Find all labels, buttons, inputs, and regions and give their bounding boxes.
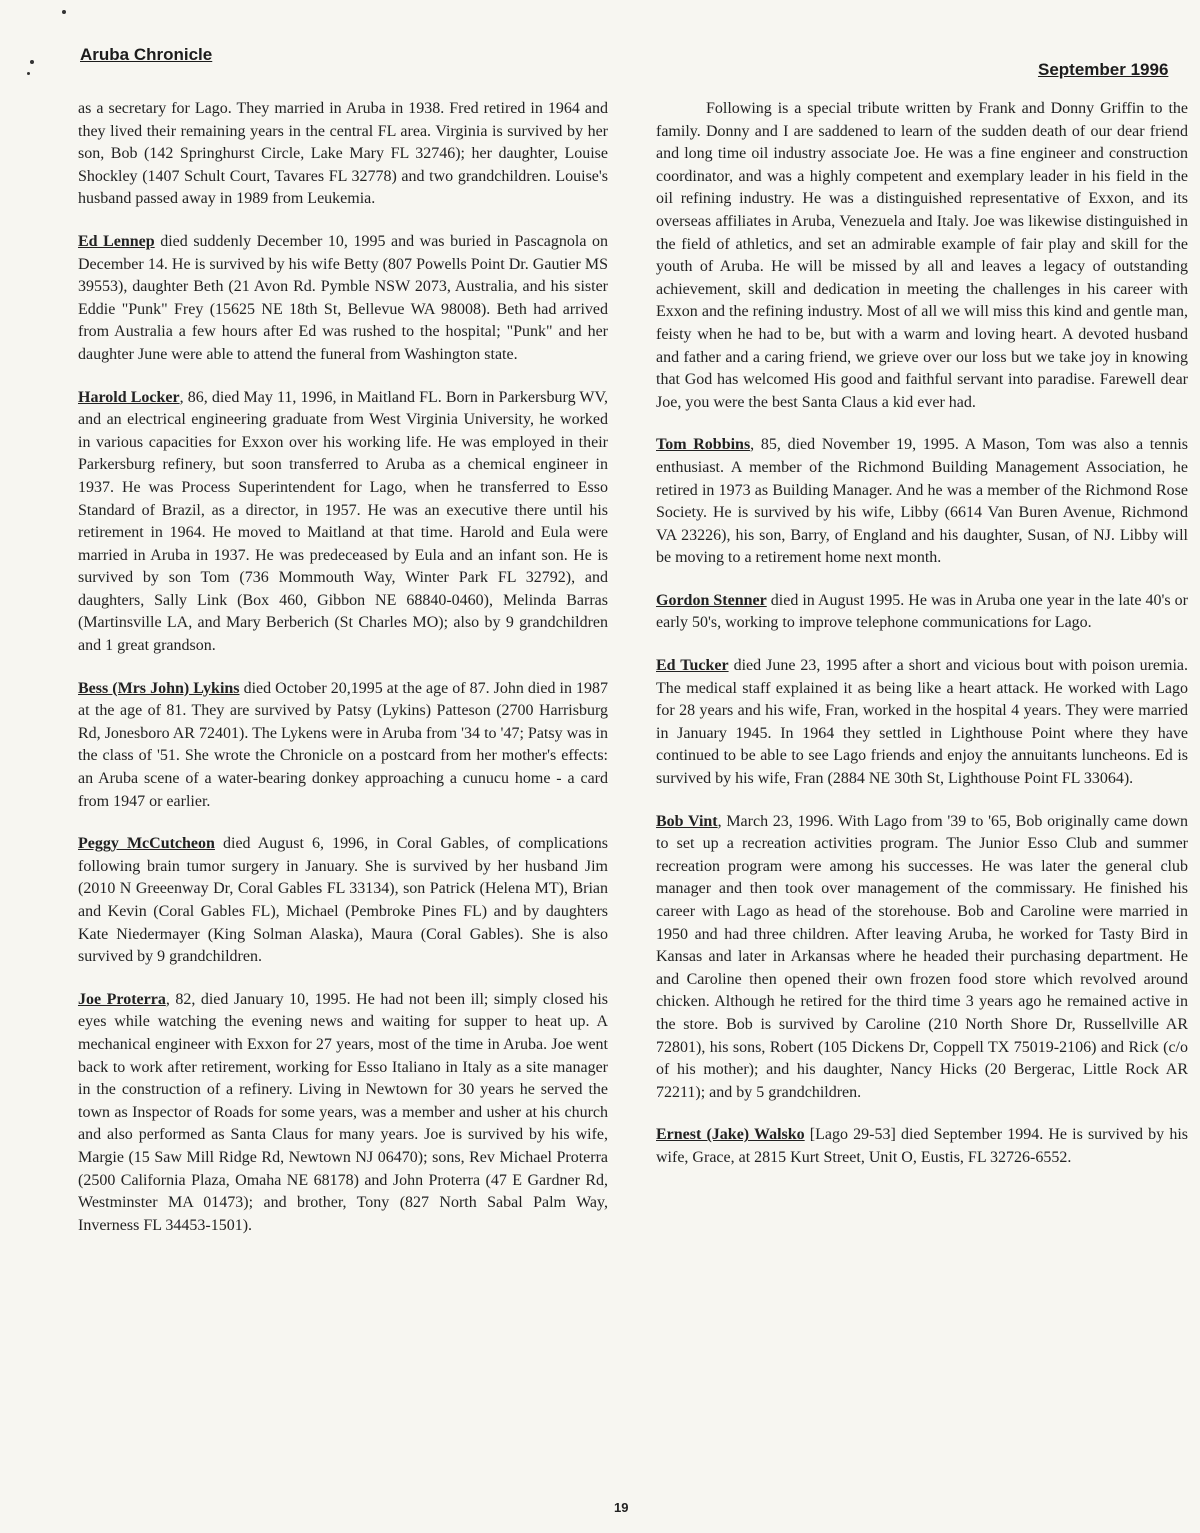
obituary-entry [656, 590, 1188, 635]
obituary-name: Bob Vint [656, 812, 718, 830]
obituary-entry [656, 655, 1188, 791]
obituary-text: , 85, died November 19, 1995. A Mason, Tom was also a tennis enthusiast. A member of the Richmond Building Management Association, he retired in 1973 as Building Manager. And he was a member of the Richmond Rose Society. He is survived by his wife, Libby (6614 Van Buren Avenue, Richmond VA 23226), his son, Barry, of England and his daughter, Susan, of NJ. Libby will be moving to a retirement home next month. [656, 436, 1188, 567]
obituary-entry [656, 434, 1188, 570]
page-number: 19 [614, 1500, 629, 1515]
scan-speck [27, 72, 30, 75]
left-column [78, 98, 608, 1257]
obituary-text: died suddenly December 10, 1995 and was buried in Pascagnola on December 14. He is survived by his wife Betty (807 Powells Point Dr. Gautier MS 39553), daughter Beth (21 Avon Rd. Pymble NSW 2073, Australia, and his sister Eddie "Punk" Frey (15625 NE 18th St, Bellevue WA 98008). Beth had arrived from Australia a few hours after Ed was rushed to the hospital; "Punk" and her daughter June were able to attend the funeral from Washington state. [78, 232, 608, 363]
obituary-name: Joe Proterra [78, 990, 166, 1008]
obituary-entry [656, 811, 1188, 1105]
obituary-entry [78, 833, 608, 969]
obituary-name: Ed Lennep [78, 232, 155, 250]
obituary-text: , 86, died May 11, 1996, in Maitland FL. Born in Parkersburg WV, and an electrical engineering graduate from West Virginia University, he worked in various capacities for Exxon over his working life. He was employed in their Parkersburg refinery, but soon transferred to Aruba as a chemical engineer in 1937. He was Process Superintendent for Lago, when he transferred to Esso Standard of Brazil, as a director, in 1957. He was an executive there until his retirement in 1964. He moved to Maitland at that time. Harold and Eula were married in Aruba in 1937. He was predeceased by Eula and an infant son. He is survived by son Tom (736 Mommouth Way, Winter Park FL 32792), and daughters, Sally Link (Box 460, Gibbon NE 68840-0460), Melinda Barras (Martinsville LA, and Mary Berberich (St Charles MO); also by 9 grandchildren and 1 great grandson. [78, 388, 609, 655]
obituary-text: [Lago 29-53] died September 1994. He is survived by his wife, Grace, at 2815 Kurt Street, Unit O, Eustis, FL 32726-6552. [656, 1126, 1188, 1166]
obituary-text: died in August 1995. He was in Aruba one year in the late 40's or early 50's, working to improve telephone communications for Lago. [656, 591, 1188, 632]
publication-title: Aruba Chronicle [80, 45, 213, 64]
obituary-text: , March 23, 1996. With Lago from '39 to '65, Bob originally came down to set up a recreation activities program. The Junior Esso Club and summer recreation program were among his successes. He was later the general club manager and then took over management of the commissary. He finished his career with Lago as head of the storehouse. Bob and Caroline were married in 1950 and had three children. After leaving Aruba, he worked for Tasty Bird in Kansas and later in Arkansas where he headed their purchasing department. He and Caroline then opened their own frozen food store which revolved around chicken. Although he retired for the third time 3 years ago he remained active in the store. Bob is survived by Caroline (210 North Shore Dr, Russellville AR 72801), his sons, Robert (105 Dickens Dr, Coppell TX 75019-2106) and Rick (c/o of his mother); and his daughter, Nancy Hicks (20 Bergerac, Little Rock AR 72211); and by 5 grandchildren. [656, 812, 1188, 1101]
obituary-entry [656, 1124, 1188, 1169]
obituary-entry [78, 989, 608, 1238]
scan-speck [62, 10, 66, 14]
obituary-text: died October 20,1995 at the age of 87. John died in 1987 at the age of 81. They are survived by Patsy (Lykins) Patteson (2700 Harrisburg Rd, Jonesboro AR 72401). The Lykens were in Aruba from '34 to '47; Patsy was in the class of '51. She wrote the Chronicle on a postcard from her mother's effects: an Aruba scene of a water-bearing donkey approaching a cunucu home - a card from 1947 or earlier. [78, 679, 608, 810]
issue-date: September 1996 [1038, 60, 1169, 79]
obituary-text: died August 6, 1996, in Coral Gables, of complications following brain tumor surgery in January. She is survived by her husband Jim (2010 N Greeenway Dr, Coral Gables FL 33134), son Patrick (Helena MT), Brian and Kevin (Coral Gables FL), Michael (Pembroke Pines FL) and by daughters Kate Niedermayer (King Solman Alaska), Maura (Coral Gables). She is also survived by 9 grandchildren. [78, 835, 608, 966]
obituary-name: Gordon Stenner [656, 591, 767, 609]
obituary-entry [78, 678, 608, 814]
obituary-entry [78, 231, 608, 367]
obituary-name: Peggy McCutcheon [78, 835, 215, 853]
obituary-name: Ernest (Jake) Walsko [656, 1126, 805, 1144]
obituary-name: Ed Tucker [656, 657, 729, 675]
scan-speck [30, 60, 34, 64]
tribute-paragraph: Following is a special tribute written by Frank and Donny Griffin to the family. Donny and I are saddened to learn of the sudden death of our dear friend and long time oil industry associate Joe. He was a fine engineer and construction coordinator, and was a highly competent and exemplary leader in his field in the oil refining industry. He was a distinguished representative of Exxon, and its overseas affiliates in Aruba, Venezuela and Italy. Joe was likewise distinguished in the field of athletics, and set an admirable example of fair play and skill for the youth of Aruba. He will be missed by all and leaves a legacy of outstanding achievement, skill and dedication in meeting the challenges in his career with Exxon and the refining industry. Most of all we will miss this kind and gentle man, feisty when he had to be, but with a warm and loving heart. A devoted husband and father and a caring friend, we grieve over our loss but we take joy in knowing that God has welcomed His good and faithful servant into paradise. Farewell dear Joe, you were the best Santa Claus a kid ever had. [656, 100, 1188, 411]
obituary-entry [78, 387, 608, 658]
obituary-name: Bess (Mrs John) Lykins [78, 679, 240, 697]
obituary-name: Tom Robbins [656, 436, 751, 454]
obituary-name: Harold Locker [78, 388, 180, 406]
right-column [656, 98, 1188, 1190]
obituary-text: died June 23, 1995 after a short and vicious bout with poison uremia. The medical staff explained it as being like a heart attack. He worked with Lago for 28 years and his wife, Fran, worked in the hospital 4 years. They were married in January 1945. In 1964 they settled in Lighthouse Point where they have continued to be able to see Lago friends and enjoy the annuitants luncheons. Ed is survived by his wife, Fran (2884 NE 30th St, Lighthouse Point FL 33064). [656, 657, 1188, 788]
continued-obituary: as a secretary for Lago. They married in Aruba in 1938. Fred retired in 1964 and they lived their remaining years in the central FL area. Virginia is survived by her son, Bob (142 Springhurst Circle, Lake Mary FL 32746); her daughter, Louise Shockley (1407 Schult Court, Tavares FL 32778) and two grandchildren. Louise's husband passed away in 1989 from Leukemia. [78, 100, 608, 208]
obituary-text: , 82, died January 10, 1995. He had not been ill; simply closed his eyes while watching the evening news and waiting for supper to heat up. A mechanical engineer with Exxon for 27 years, most of the time in Aruba. Joe went back to work after retirement, working for Esso Italiano in Italy as a site manager in the construction of a refinery. Living in Newtown for 30 years he served the town as Inspector of Roads for some years, was a member and usher at his church and also performed as Santa Claus for many years. Joe is survived by his wife, Margie (15 Saw Mill Ridge Rd, Newtown NJ 06470); sons, Rev Michael Proterra (2500 California Plaza, Omaha NE 68178) and John Proterra (47 E Gardner Rd, Westminster MA 01473); and brother, Tony (827 North Sabal Palm Way, Inverness FL 34453-1501). [78, 990, 608, 1234]
